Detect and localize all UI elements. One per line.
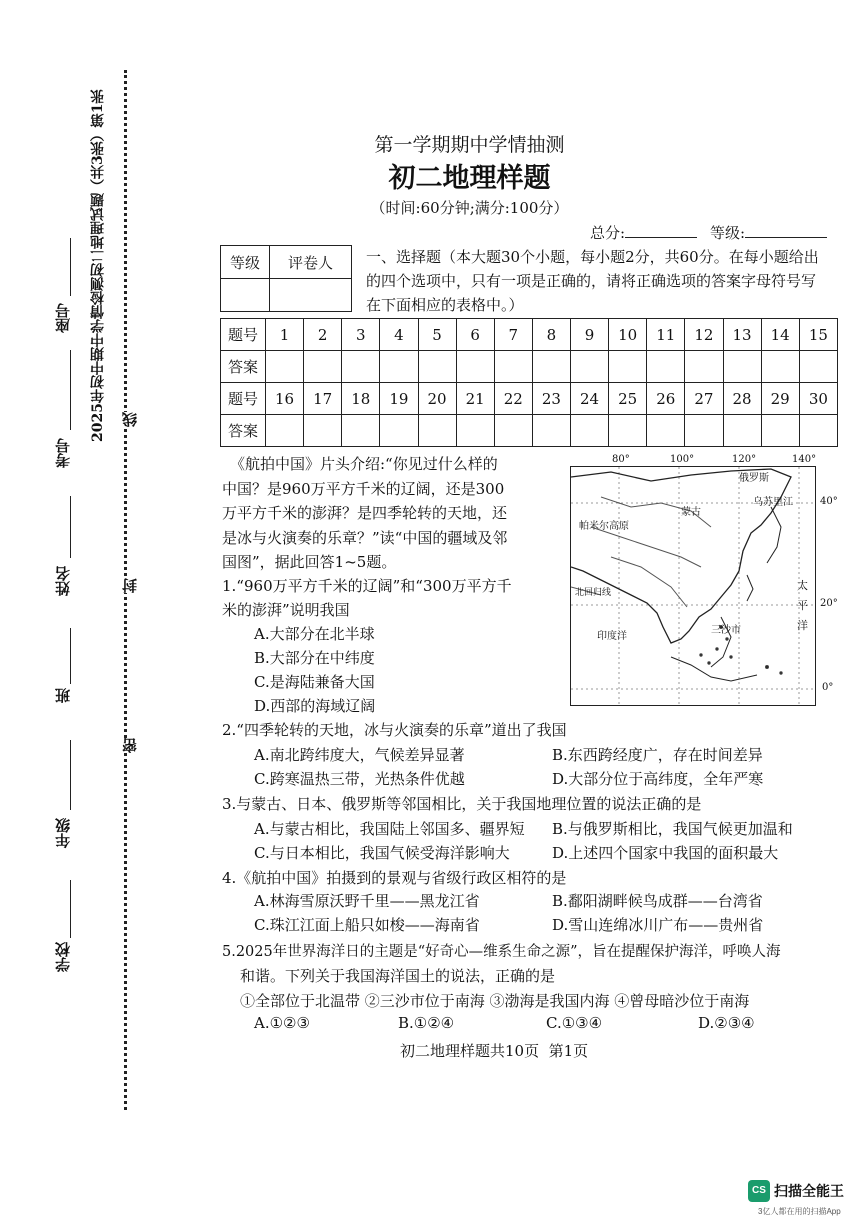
qnum-cell: 8	[532, 319, 570, 351]
qnum-cell: 9	[571, 319, 609, 351]
qnum-cell: 27	[685, 383, 723, 415]
answer-table	[220, 318, 838, 447]
answer-cell[interactable]	[456, 351, 494, 383]
map-label-pacific: 平	[797, 599, 808, 612]
answer-cell[interactable]	[494, 415, 532, 447]
answer-cell[interactable]	[266, 415, 304, 447]
exam-side-title: 2025年初中期中学情检测初二地理试题（共3张）第1张	[90, 89, 106, 442]
label-name: 姓名	[54, 566, 72, 596]
answer-cell[interactable]	[723, 415, 761, 447]
answer-cell[interactable]	[761, 415, 799, 447]
answer-cell[interactable]	[799, 351, 837, 383]
qnum-cell: 5	[418, 319, 456, 351]
answer-cell[interactable]	[647, 415, 685, 447]
answer-table-row	[221, 319, 838, 351]
section1-heading	[366, 245, 846, 317]
question-1	[222, 574, 562, 718]
cs-logo-icon: CS	[748, 1180, 770, 1202]
intro-line: 《航拍中国》片头介绍:“你见过什么样的	[230, 455, 498, 473]
answer-cell[interactable]	[266, 351, 304, 383]
scanner-watermark	[748, 1178, 860, 1222]
option[interactable]: D.上述四个国家中我国的面积最大	[552, 844, 779, 862]
answer-table-row	[221, 415, 838, 447]
option[interactable]: D.大部分位于高纬度，全年严寒	[552, 770, 764, 788]
qnum-cell: 2	[304, 319, 342, 351]
qnum-cell: 25	[609, 383, 647, 415]
map-lon-140: 140°	[792, 454, 817, 465]
answer-cell[interactable]	[609, 351, 647, 383]
answer-cell[interactable]	[647, 351, 685, 383]
option[interactable]: C.跨寒温热三带，光热条件优越	[254, 770, 465, 788]
answer-table-row	[221, 351, 838, 383]
answer-cell[interactable]	[304, 351, 342, 383]
answer-cell[interactable]	[532, 415, 570, 447]
grader-name-header: 评卷人	[270, 246, 352, 279]
answer-cell[interactable]	[418, 351, 456, 383]
answer-table-row	[221, 383, 838, 415]
seat-number-blank	[70, 238, 71, 296]
seal-word-feng: 封	[121, 578, 139, 593]
map-label-pacific: 太	[797, 579, 808, 592]
qnum-cell: 3	[342, 319, 380, 351]
map-lon-80: 80°	[612, 454, 630, 465]
qnum-cell: 28	[723, 383, 761, 415]
label-seat-number: 座号	[54, 303, 72, 333]
grade-blank	[745, 237, 827, 238]
question-5-statements: ①全部位于北温带 ②三沙市位于南海 ③渤海是我国内海 ④曾母暗沙位于南海	[240, 992, 750, 1010]
qnum-cell: 1	[266, 319, 304, 351]
question-stem: 1.“960万平方千米的辽阔”和“300万平方千	[222, 577, 512, 595]
option[interactable]: B.①②④	[398, 1014, 455, 1032]
option[interactable]: C.是海陆兼备大国	[254, 673, 375, 691]
map-label-tropic: 北回归线	[575, 588, 612, 598]
qnum-cell: 7	[494, 319, 532, 351]
option[interactable]: B.大部分在中纬度	[254, 649, 375, 667]
qnum-cell: 4	[380, 319, 418, 351]
qnum-cell: 20	[418, 383, 456, 415]
intro-line: 中国？是960万平方千米的辽阔，还是300	[222, 479, 505, 498]
answer-cell[interactable]	[571, 415, 609, 447]
watermark-subtitle: 3亿人都在用的扫描App	[758, 1207, 841, 1216]
question-5-stem: 5.2025年世界海洋日的主题是“好奇心—维系生命之源”，旨在提醒保护海洋，呼唤人海	[222, 944, 781, 960]
answer-cell[interactable]	[304, 415, 342, 447]
option[interactable]: A.①②③	[254, 1014, 310, 1032]
map-label-ussuri: 乌苏里江	[753, 497, 793, 508]
option[interactable]: B.与俄罗斯相比，我国气候更加温和	[552, 820, 793, 838]
label-school: 学校	[54, 942, 72, 972]
answer-cell[interactable]	[685, 351, 723, 383]
time-info: （时间:60分钟;满分:100分）	[370, 199, 569, 217]
seal-word-mi: 密	[121, 738, 139, 753]
grade-label: 等级:	[710, 224, 746, 242]
answer-cell[interactable]	[571, 351, 609, 383]
option[interactable]: A.南北跨纬度大，气候差异显著	[254, 746, 465, 764]
qnum-cell: 13	[723, 319, 761, 351]
name-blank	[70, 496, 71, 558]
total-score-label: 总分:	[590, 224, 626, 242]
qnum-cell: 16	[266, 383, 304, 415]
grader-name-cell[interactable]	[270, 279, 352, 312]
map-lat-20: 20°	[820, 598, 838, 609]
grader-grade-header: 等级	[221, 246, 270, 279]
answer-cell[interactable]	[418, 415, 456, 447]
qnum-cell: 22	[494, 383, 532, 415]
map-lon-100: 100°	[670, 454, 695, 465]
map-label-pamir: 帕米尔高原	[579, 521, 629, 532]
option[interactable]: D.②③④	[698, 1014, 755, 1032]
answer-cell[interactable]	[723, 351, 761, 383]
intro-text	[222, 452, 562, 575]
qnum-cell: 15	[799, 319, 837, 351]
option[interactable]: A.林海雪原沃野千里——黑龙江省	[254, 892, 480, 910]
answer-cell[interactable]	[799, 415, 837, 447]
map-lon-120: 120°	[732, 454, 757, 465]
china-territory-map	[570, 466, 816, 706]
option[interactable]: D.雪山连绵冰川广布——贵州省	[552, 916, 764, 934]
total-score-blank	[625, 237, 697, 238]
answer-label: 答案	[221, 351, 266, 383]
qnum-cell: 21	[456, 383, 494, 415]
qnum-cell: 29	[761, 383, 799, 415]
qnum-cell: 23	[532, 383, 570, 415]
exam-subtitle: 第一学期期中学情抽测	[374, 134, 565, 156]
school-blank	[70, 880, 71, 938]
map-label-mongolia: 蒙古	[681, 507, 701, 518]
page-title: 初二地理样题	[388, 163, 551, 194]
answer-cell[interactable]	[380, 351, 418, 383]
answer-cell[interactable]	[532, 351, 570, 383]
option[interactable]: B.东西跨经度广，存在时间差异	[552, 746, 763, 764]
section1-heading-line1: 一、选择题（本大题30个小题，每小题2分，共60分。在每小题给出	[366, 248, 819, 266]
question-2-stem: 2.“四季轮转的天地，冰与火演奏的乐章”道出了我国	[222, 721, 567, 739]
page-footer: 初二地理样题共10页 第1页	[400, 1042, 589, 1060]
answer-cell[interactable]	[380, 415, 418, 447]
qnum-cell: 19	[380, 383, 418, 415]
qnum-cell: 18	[342, 383, 380, 415]
qnum-cell: 14	[761, 319, 799, 351]
map-lat-0: 0°	[822, 682, 834, 693]
option[interactable]: A.大部分在北半球	[254, 625, 375, 643]
answer-cell[interactable]	[761, 351, 799, 383]
answer-cell[interactable]	[494, 351, 532, 383]
label-class: 班	[54, 688, 72, 703]
option[interactable]: C.与日本相比，我国气候受海洋影响大	[254, 844, 510, 862]
intro-line: 国图”，据此回答1~5题。	[222, 553, 397, 571]
watermark-brand: 扫描全能王	[774, 1183, 844, 1199]
answer-cell[interactable]	[609, 415, 647, 447]
section1-heading-line2: 的四个选项中，只有一项是正确的，请将正确选项的答案字母符号写	[366, 272, 817, 290]
qnum-cell: 10	[609, 319, 647, 351]
question-5-stem-line2: 和谐。下列关于我国海洋国土的说法，正确的是	[240, 967, 556, 985]
total-score-field	[590, 222, 697, 243]
answer-cell[interactable]	[685, 415, 723, 447]
grader-grade-cell[interactable]	[221, 279, 270, 312]
grader-table	[220, 245, 352, 312]
option[interactable]: D.西部的海域辽阔	[254, 697, 376, 715]
class-blank	[70, 628, 71, 684]
qnum-cell: 17	[304, 383, 342, 415]
map-label-sansha: 三沙市	[711, 625, 741, 636]
option[interactable]: A.与蒙古相比，我国陆上邻国多、疆界短	[254, 820, 525, 838]
option[interactable]: C.①③④	[546, 1014, 603, 1032]
qnum-cell: 6	[456, 319, 494, 351]
label-exam-number: 考号	[54, 438, 72, 468]
map-label-indian-ocean: 印度洋	[597, 631, 627, 642]
section1-heading-line3: 在下面相应的表格中。）	[366, 296, 524, 314]
option[interactable]: B.鄱阳湖畔候鸟成群——台湾省	[552, 892, 763, 910]
qnum-cell: 11	[647, 319, 685, 351]
question-number-label: 题号	[221, 319, 266, 351]
answer-cell[interactable]	[342, 351, 380, 383]
answer-cell[interactable]	[342, 415, 380, 447]
map-label-pacific: 洋	[797, 619, 808, 632]
qnum-cell: 30	[799, 383, 837, 415]
question-number-label: 题号	[221, 383, 266, 415]
map-label-russia: 俄罗斯	[739, 473, 769, 484]
intro-line: 万平方千米的澎湃？是四季轮转的天地，还	[222, 504, 508, 522]
exam-number-blank	[70, 350, 71, 430]
map-lat-40: 40°	[820, 496, 838, 507]
label-grade: 年级	[54, 818, 72, 848]
question-3-stem: 3.与蒙古、日本、俄罗斯等邻国相比，关于我国地理位置的说法正确的是	[222, 795, 702, 813]
qnum-cell: 12	[685, 319, 723, 351]
question-4-stem: 4.《航拍中国》拍摄到的景观与省级行政区相符的是	[222, 869, 567, 887]
option[interactable]: C.珠江江面上船只如梭——海南省	[254, 916, 480, 934]
answer-label: 答案	[221, 415, 266, 447]
seal-word-xian: 线	[121, 412, 139, 427]
intro-line: 是冰与火演奏的乐章？”读“中国的疆域及邻	[222, 528, 508, 547]
grade-blank	[70, 740, 71, 810]
qnum-cell: 24	[571, 383, 609, 415]
question-stem: 米的澎湃”说明我国	[222, 601, 350, 619]
qnum-cell: 26	[647, 383, 685, 415]
answer-cell[interactable]	[456, 415, 494, 447]
grade-field	[710, 222, 827, 243]
